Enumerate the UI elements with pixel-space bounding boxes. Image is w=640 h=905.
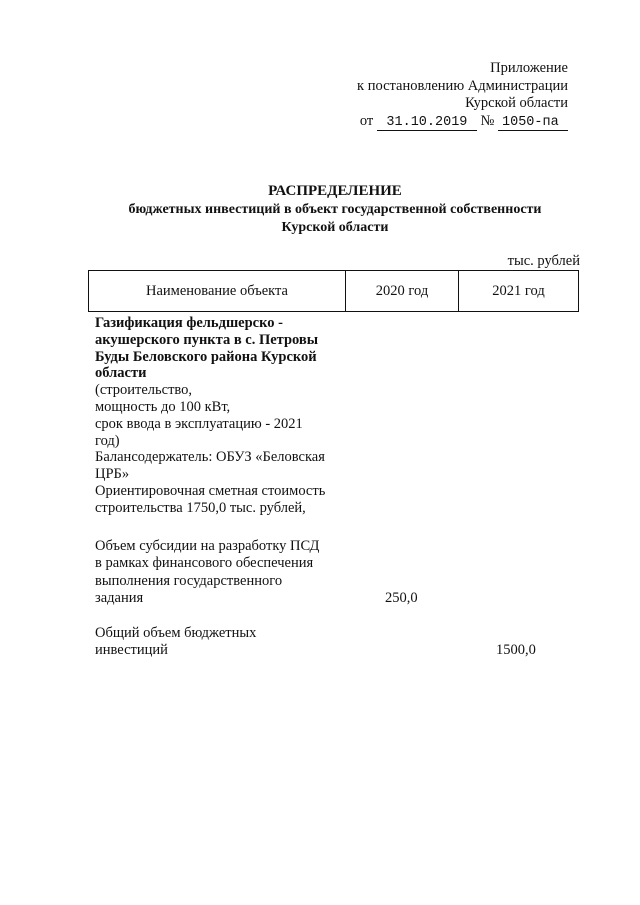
document-title: РАСПРЕДЕЛЕНИЕ [268,183,402,199]
object-detail-line: (строительство, [95,382,193,399]
number-prefix: № [480,112,495,129]
object-name-line: акушерского пункта в с. Петровы [95,331,319,348]
total-value-2021: 1500,0 [496,642,536,658]
total-line: Общий объем бюджетных [95,625,257,641]
subsidy-line: Объем субсидии на разработку ПСД [95,538,320,554]
object-detail-line: Ориентировочная сметная стоимость [95,482,326,499]
object-detail-line: строительства 1750,0 тыс. рублей, [95,499,306,516]
subsidy-value-2020: 250,0 [385,590,418,606]
object-name-line: Газификация фельдшерско - [95,315,283,331]
object-name-line: Буды Беловского района Курской [95,348,317,365]
total-investment-description [95,625,340,660]
distribution-table-header [88,270,579,312]
document-subtitle-line-2: Курской области [281,220,389,235]
units-label: тыс. рублей [507,253,580,269]
header-year-2021: 2021 год [459,271,579,312]
appendix-header [357,60,568,131]
object-name-line: области [95,365,147,382]
date-prefix: от [359,112,374,129]
header-object-name: Наименование объекта [89,271,346,312]
total-line: инвестиций [95,642,168,659]
subsidy-line: задания [95,590,144,607]
decree-number: 1050-па [498,116,568,131]
object-description [95,315,340,517]
appendix-date-line [357,113,568,131]
subsidy-description [95,538,340,608]
appendix-line-2: к постановлению Администрации [357,77,568,94]
object-detail-line: Балансодержатель: ОБУЗ «Беловская [95,449,325,466]
subsidy-line: выполнения государственного [95,572,283,589]
object-detail-line: срок ввода в эксплуатацию - 2021 [95,415,303,432]
header-year-2020: 2020 год [346,271,459,312]
object-detail-line: год) [95,432,120,449]
object-detail-line: ЦРБ» [95,466,130,483]
appendix-line-1: Приложение [490,60,568,76]
document-subtitle-line-1: бюджетных инвестиций в объект государственной собственности [128,202,542,217]
subsidy-line: в рамках финансового обеспечения [95,555,314,572]
decree-date: 31.10.2019 [377,116,477,131]
object-detail-line: мощность до 100 кВт, [95,398,231,415]
appendix-line-3: Курской области [465,95,568,111]
